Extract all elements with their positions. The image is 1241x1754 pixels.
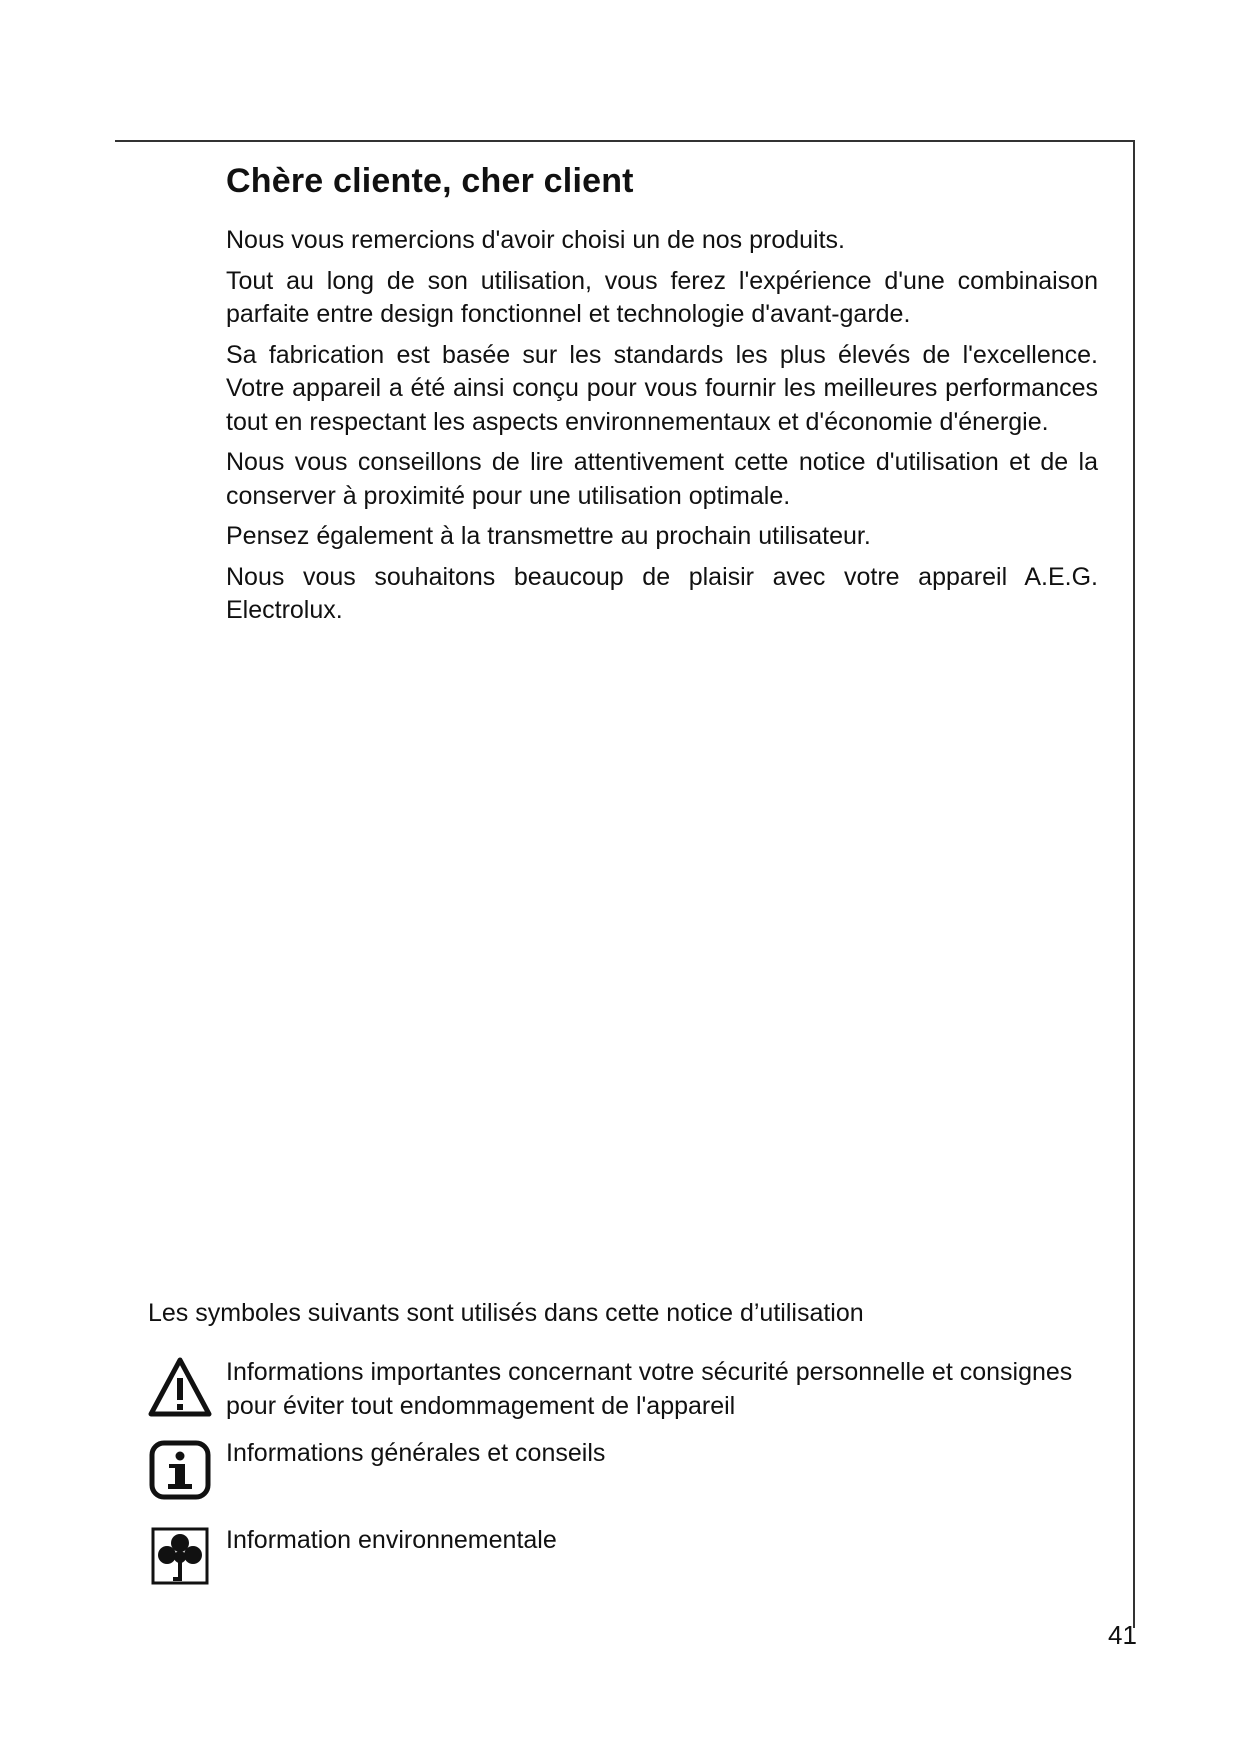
intro-text <box>226 224 1098 635</box>
intro-paragraph: Nous vous remercions d'avoir choisi un de nos produits. <box>226 226 845 254</box>
symbol-row-environment <box>148 1524 1098 1596</box>
intro-paragraph: Nous vous conseillons de lire attentivement cette notice d'utilisation et de la conserver à proximité pour une utilisation optimale. <box>226 448 1098 510</box>
symbol-row-info <box>148 1437 1098 1509</box>
info-icon <box>148 1437 212 1501</box>
right-rule <box>1133 140 1135 1628</box>
intro-paragraph: Nous vous souhaitons beaucoup de plaisir avec votre appareil A.E.G. Electrolux. <box>226 562 1098 624</box>
top-rule <box>115 140 1135 142</box>
intro-paragraph: Pensez également à la transmettre au prochain utilisateur. <box>226 522 871 550</box>
symbols-heading: Les symboles suivants sont utilisés dans cette notice d’utilisation <box>148 1299 864 1327</box>
warning-triangle-icon <box>148 1356 212 1418</box>
intro-paragraph: Sa fabrication est basée sur les standards les plus élevés de l'excellence. Votre appareil a été ainsi conçu pour vous fournir les meilleures performances tout en respectant les aspects environnementaux et d'économie d'énergie. <box>226 340 1098 436</box>
intro-paragraph: Tout au long de son utilisation, vous ferez l'expérience d'une combinaison parfaite entre design fonctionnel et technologie d'avant-garde. <box>226 266 1098 328</box>
symbol-row-warning <box>148 1356 1098 1428</box>
symbol-text: Informations importantes concernant votre sécurité personnelle et consignes pour éviter tout endommagement de l'appareil <box>226 1358 1073 1420</box>
symbol-text: Informations générales et conseils <box>226 1439 606 1467</box>
symbol-text: Information environnementale <box>226 1526 557 1554</box>
clover-icon <box>148 1524 212 1588</box>
page-number: 41 <box>1108 1620 1137 1650</box>
page-title: Chère cliente, cher client <box>226 162 634 200</box>
